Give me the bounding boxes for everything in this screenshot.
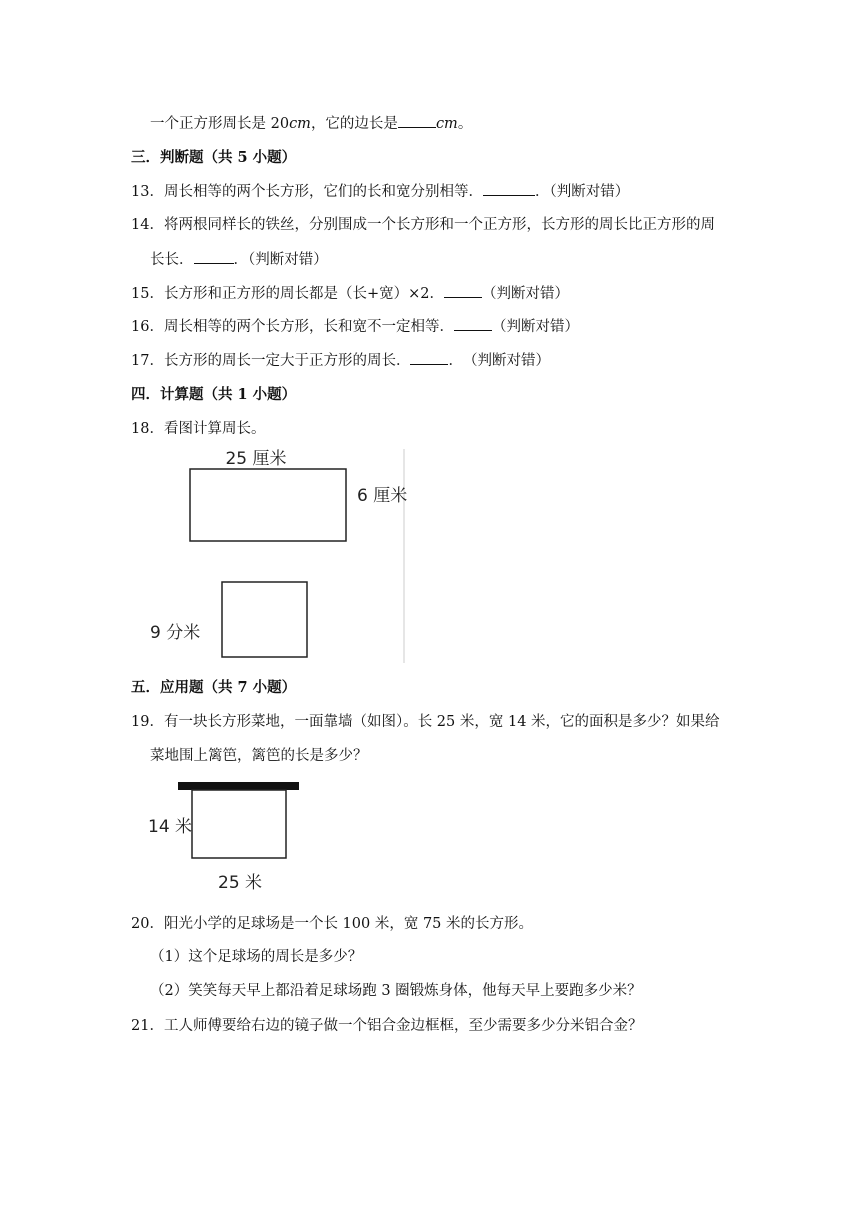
question-14-line2: [150, 248, 328, 269]
section-title-application: 五．应用题（共 7 小题）: [131, 679, 297, 696]
unit-cm: cm: [289, 116, 311, 132]
question-20-sub1: （1）这个足球场的周长是多少？: [150, 949, 363, 965]
answer-blank[interactable]: [194, 251, 234, 264]
question-19-line2: 菜地围上篱笆，篱笆的长是多少？: [150, 748, 368, 764]
garden-rectangle: [192, 790, 286, 858]
q13-text: 13．周长相等的两个长方形，它们的长和宽分别相等．: [131, 184, 483, 200]
rect-length-label: 25 厘米: [225, 449, 287, 469]
square-side-label: 9 分米: [150, 623, 201, 643]
wall-bar: [178, 782, 299, 790]
answer-blank[interactable]: [483, 183, 535, 196]
figure-q19: [140, 778, 315, 896]
rectangle-shape: [190, 469, 346, 541]
question-14-line1: 14．将两根同样长的铁丝，分别围成一个长方形和一个正方形，长方形的周长比正方形的周: [131, 217, 715, 233]
q17-text: 17．长方形的周长一定大于正方形的周长．: [131, 353, 411, 369]
garden-width-label: 14 米: [148, 817, 193, 837]
q12-mid: ，它的边长是: [310, 116, 398, 132]
question-20: 20．阳光小学的足球场是一个长 100 米，宽 75 米的长方形。: [131, 916, 534, 932]
answer-blank[interactable]: [410, 352, 448, 365]
square-shape: [222, 582, 307, 657]
question-15: [131, 282, 569, 303]
section-title-calculation: 四．计算题（共 1 小题）: [131, 386, 297, 403]
question-17: [131, 349, 550, 370]
question-20-sub2: （2）笑笑每天早上都沿着足球场跑 3 圈锻炼身体，他每天早上要跑多少米？: [150, 983, 642, 999]
unit-cm: cm: [435, 116, 458, 132]
question-19-line1: 19．有一块长方形菜地，一面靠墙（如图）。长 25 米，宽 14 米，它的面积是多少？如果给: [131, 714, 720, 730]
q17-tail: ． （判断对错）: [448, 353, 550, 369]
q16-text: 16．周长相等的两个长方形，长和宽不一定相等．: [131, 319, 454, 335]
q13-tail: ．（判断对错）: [534, 184, 630, 200]
q14-tail: ．（判断对错）: [233, 252, 328, 268]
question-13: [131, 180, 629, 201]
answer-blank[interactable]: [444, 285, 482, 298]
answer-blank[interactable]: [454, 318, 492, 331]
garden-length-label: 25 米: [218, 873, 263, 893]
q12-text: 一个正方形周长是 20: [150, 116, 290, 132]
section-title-judgment: 三．判断题（共 5 小题）: [131, 149, 297, 166]
q14-text: 长长．: [150, 252, 194, 268]
q15-tail: （判断对错）: [481, 286, 569, 302]
question-12-line: [150, 112, 472, 133]
question-16: [131, 315, 579, 336]
figure-q18: [145, 445, 415, 667]
q16-tail: （判断对错）: [491, 319, 579, 335]
question-18: 18．看图计算周长。: [131, 421, 266, 437]
q12-end: 。: [457, 116, 473, 132]
question-21: 21．工人师傅要给右边的镜子做一个铝合金边框框，至少需要多少分米铝合金？: [131, 1018, 643, 1034]
answer-blank[interactable]: [398, 115, 436, 128]
rect-width-label: 6 厘米: [357, 486, 408, 506]
q15-text: 15．长方形和正方形的周长都是（长+宽）×2．: [131, 286, 444, 302]
